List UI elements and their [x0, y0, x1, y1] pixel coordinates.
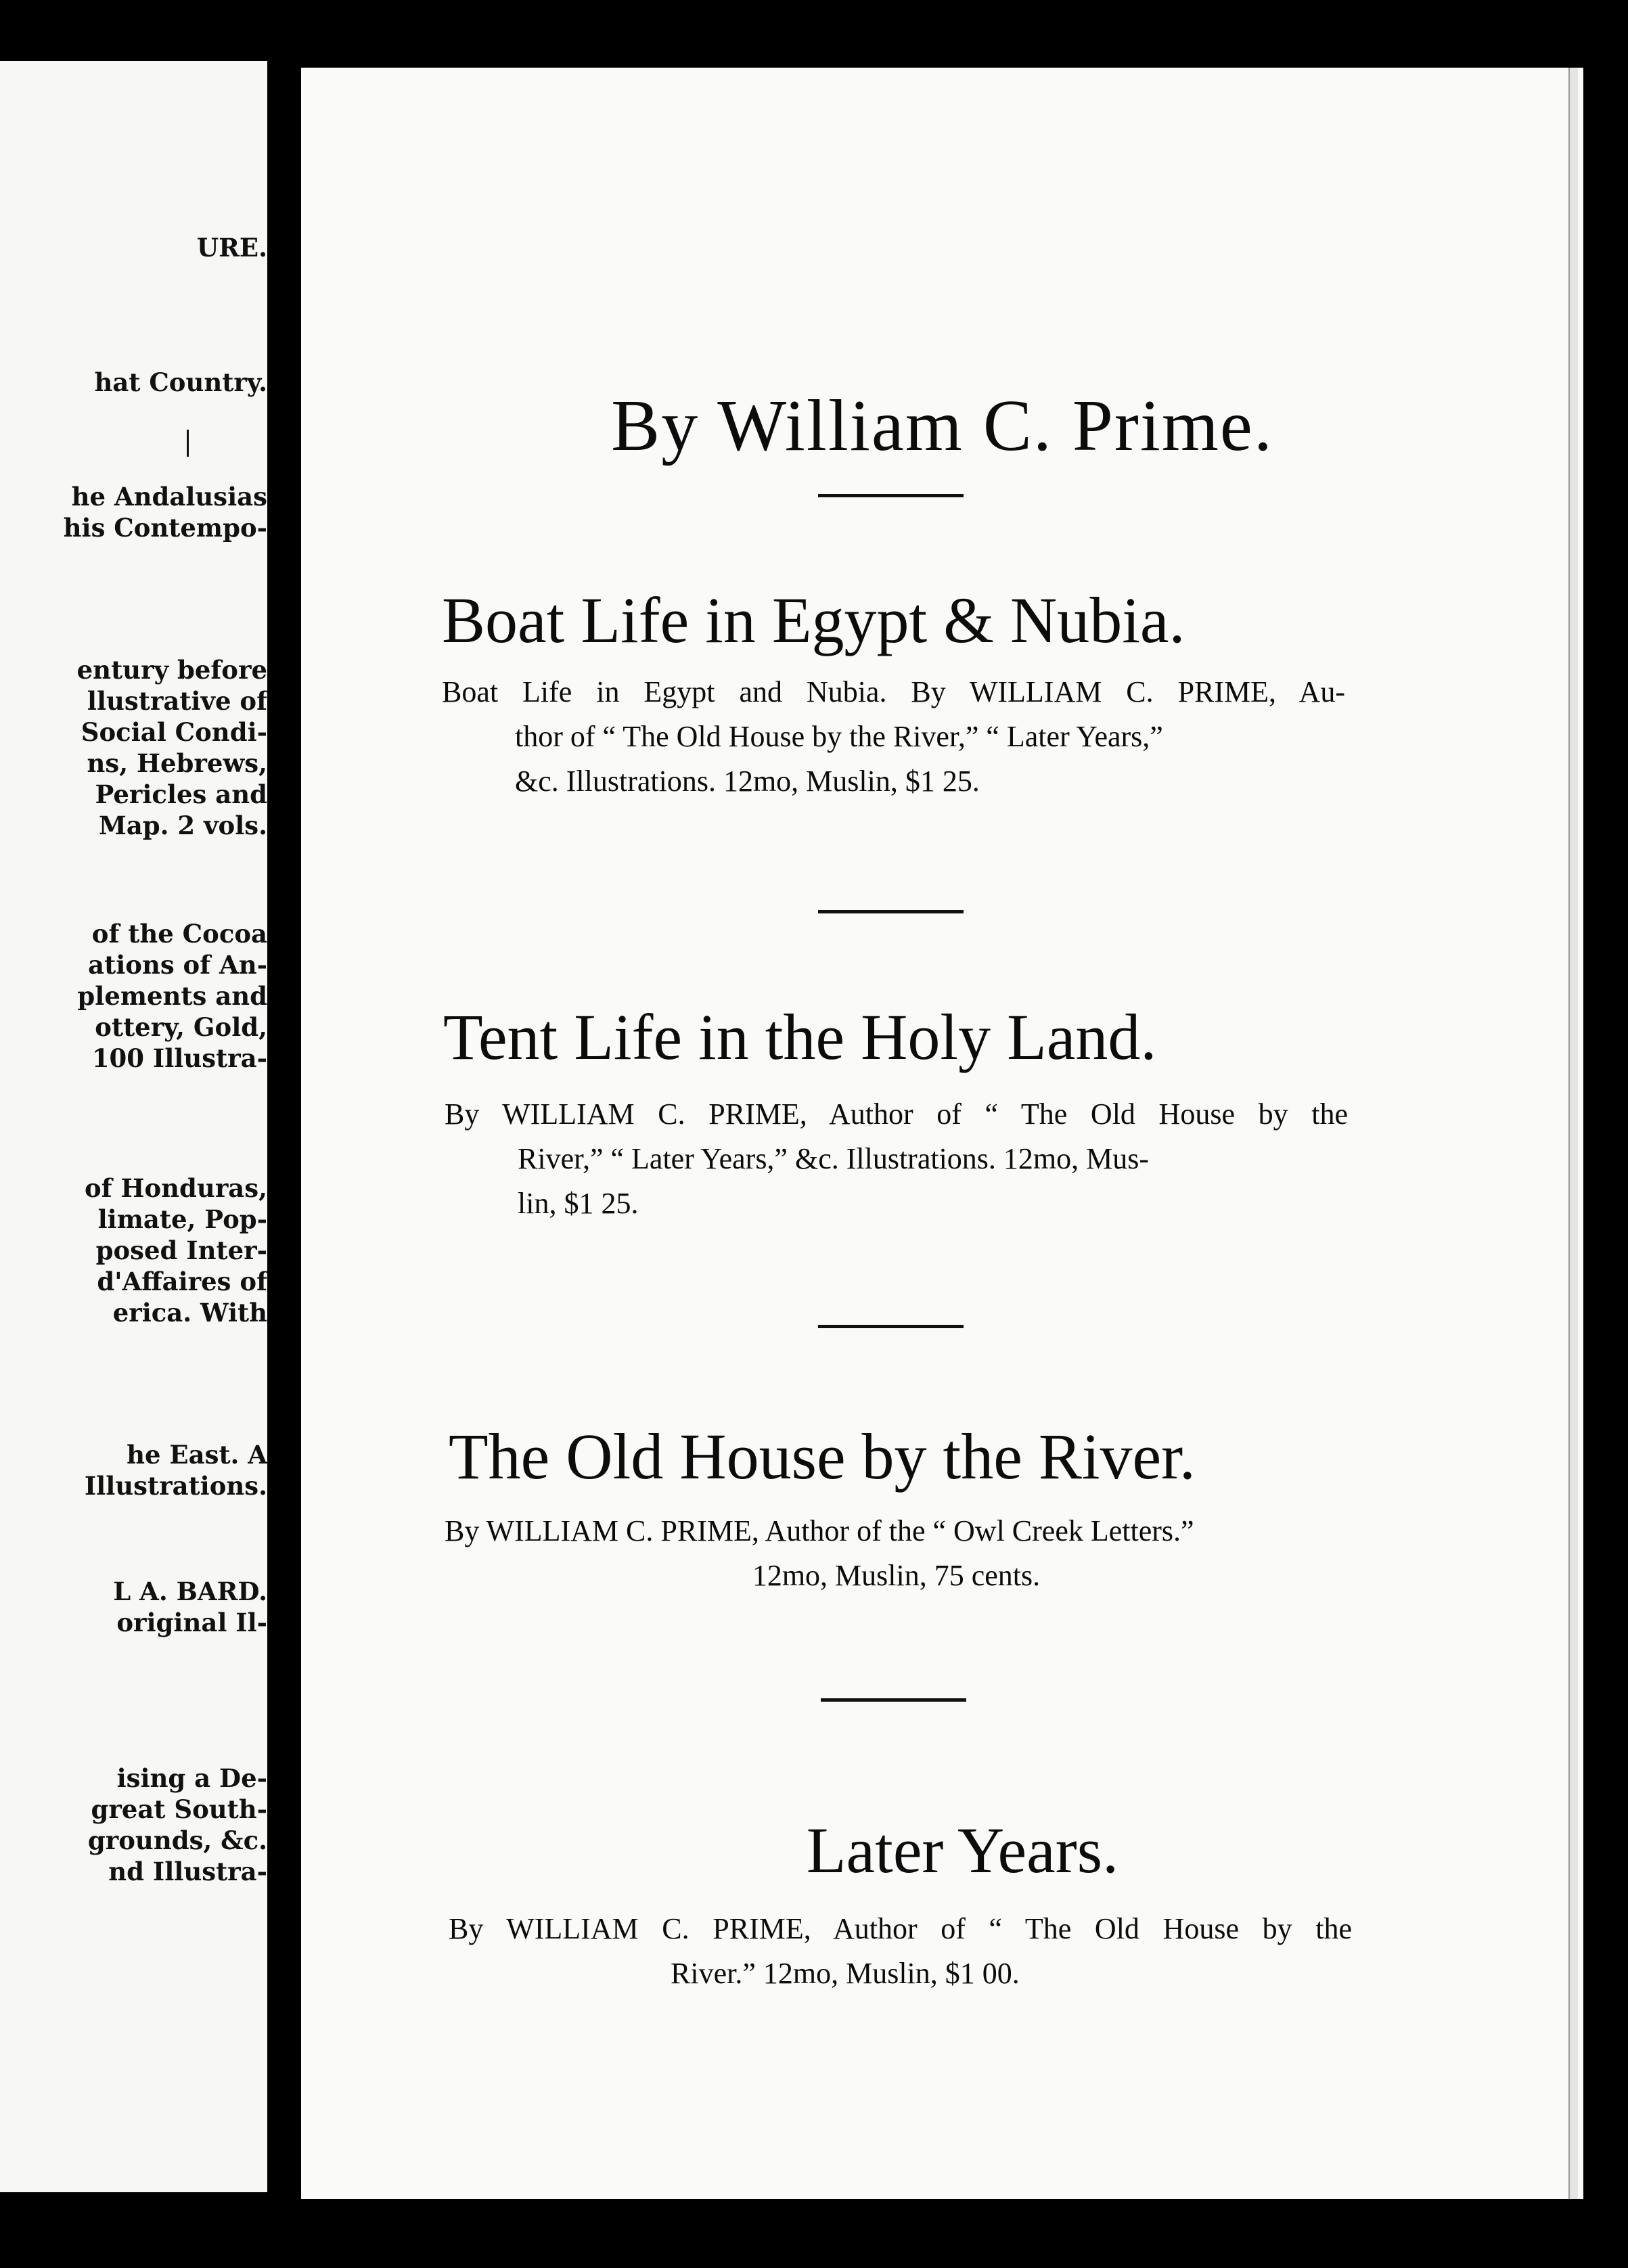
- left-line: nd Illustra-: [108, 1857, 267, 1886]
- book-description-old-house: [445, 1509, 1348, 1598]
- left-line: grounds, &c.: [87, 1825, 267, 1855]
- left-line: his Contempo-: [63, 513, 267, 543]
- description-line: River,” “ Later Years,” &c. Illustrations. 12mo, Mus-: [518, 1142, 1150, 1175]
- description-line: By WILLIAM C. PRIME, Author of “ The Old House by the: [449, 1912, 1352, 1945]
- left-line: original Il-: [116, 1608, 267, 1637]
- left-line: erica. With: [112, 1298, 267, 1328]
- description-line: Boat Life in Egypt and Nubia. By WILLIAM C. PRIME, Au-: [442, 675, 1345, 708]
- left-line: entury before: [76, 655, 267, 685]
- book-title-later-years: Later Years.: [806, 1814, 1119, 1886]
- description-line: thor of “ The Old House by the River,” “ Later Years,”: [515, 720, 1163, 753]
- description-line: By WILLIAM C. PRIME, Author of “ The Old House by the: [445, 1097, 1348, 1131]
- left-line: Social Condi-: [81, 717, 267, 747]
- left-line: URE.: [196, 233, 267, 263]
- left-margin-mark: [187, 430, 189, 457]
- book-title-boat-life: Boat Life in Egypt & Nubia.: [442, 584, 1185, 656]
- description-line: River.” 12mo, Muslin, $1 00.: [671, 1957, 1020, 1990]
- left-ghost-text: [254, 318, 267, 367]
- gutter: [267, 0, 301, 2268]
- left-line: llustrative of: [87, 686, 267, 716]
- book-title-tent-life: Tent Life in the Holy Land.: [443, 1001, 1157, 1073]
- description-line: 12mo, Muslin, 75 cents.: [752, 1559, 1041, 1592]
- left-line: hat Country.: [94, 367, 267, 397]
- left-line: Map. 2 vols.: [98, 811, 267, 840]
- left-line: he East. A: [127, 1440, 267, 1470]
- left-line: d'Affaires of: [97, 1267, 267, 1296]
- left-line: ising a De-: [116, 1763, 267, 1793]
- section-rule: [818, 494, 964, 497]
- description-line: &c. Illustrations. 12mo, Muslin, $1 25.: [515, 765, 980, 798]
- left-line: he Andalusias: [71, 482, 267, 512]
- section-rule: [821, 1698, 966, 1702]
- left-line: posed Inter-: [95, 1235, 267, 1265]
- left-line: of the Cocoa: [91, 919, 267, 949]
- section-rule: [818, 910, 964, 913]
- left-line: Illustrations.: [84, 1471, 267, 1501]
- page-edge: [1568, 68, 1578, 2199]
- page-heading: By William C. Prime.: [611, 386, 1273, 466]
- left-line: great South-: [91, 1794, 267, 1824]
- left-line: ations of An-: [88, 950, 267, 980]
- book-description-boat-life: [442, 670, 1345, 804]
- book-description-later-years: [449, 1907, 1352, 1996]
- left-line: plements and: [77, 981, 267, 1011]
- book-description-tent-life: [445, 1092, 1348, 1226]
- description-line: By WILLIAM C. PRIME, Author of the “ Owl Creek Letters.”: [445, 1514, 1194, 1547]
- description-line: lin, $1 25.: [518, 1187, 639, 1220]
- left-line: ns, Hebrews,: [87, 748, 267, 778]
- left-line: ottery, Gold,: [95, 1012, 267, 1042]
- left-line: 100 Illustra-: [91, 1043, 267, 1073]
- section-rule: [818, 1325, 964, 1328]
- left-facing-page: [0, 61, 267, 2192]
- left-line: of Honduras,: [85, 1173, 267, 1203]
- right-page: [301, 68, 1583, 2199]
- left-line: Pericles and: [95, 779, 267, 809]
- left-line: limate, Pop-: [97, 1204, 267, 1234]
- book-title-old-house: The Old House by the River.: [449, 1420, 1196, 1493]
- left-line: L A. BARD.: [113, 1577, 267, 1606]
